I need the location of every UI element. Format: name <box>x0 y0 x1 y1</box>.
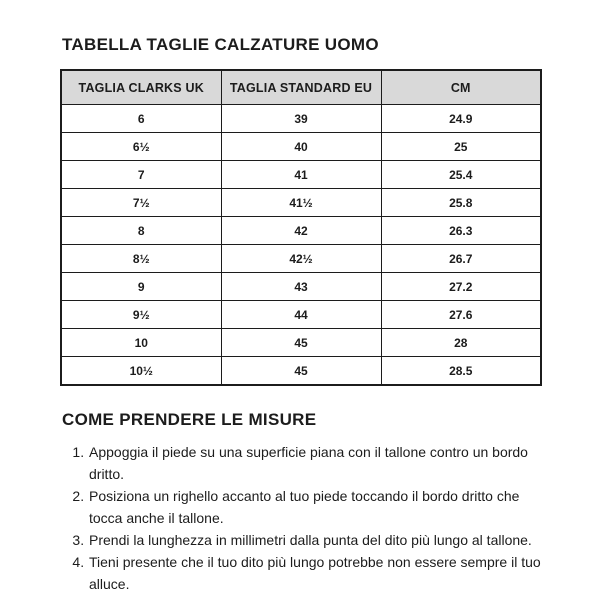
size-table <box>60 69 542 386</box>
table-row <box>61 105 541 133</box>
table-cell: 25.8 <box>381 189 541 217</box>
table-cell: 25 <box>381 133 541 161</box>
table-cell: 7½ <box>61 189 221 217</box>
table-cell: 39 <box>221 105 381 133</box>
table-cell: 43 <box>221 273 381 301</box>
header-cell-uk: TAGLIA CLARKS UK <box>61 70 221 105</box>
header-cell-cm: CM <box>381 70 541 105</box>
instruction-item: 2. Posiziona un righello accanto al tuo piede toccando il bordo dritto che tocca anche il tallone. <box>88 485 542 529</box>
table-cell: 42 <box>221 217 381 245</box>
table-cell: 27.2 <box>381 273 541 301</box>
table-row <box>61 189 541 217</box>
table-cell: 28.5 <box>381 357 541 386</box>
table-cell: 41 <box>221 161 381 189</box>
instruction-item: 4. Tieni presente che il tuo dito più lungo potrebbe non essere sempre il tuo alluce. <box>88 551 542 595</box>
header-cell-eu: TAGLIA STANDARD EU <box>221 70 381 105</box>
table-row <box>61 357 541 386</box>
table-cell: 26.3 <box>381 217 541 245</box>
table-cell: 9½ <box>61 301 221 329</box>
section-title: COME PRENDERE LE MISURE <box>62 410 317 429</box>
instruction-item: 1. Appoggia il piede su una superficie piana con il tallone contro un bordo dritto. <box>88 441 542 485</box>
table-cell: 26.7 <box>381 245 541 273</box>
table-row <box>61 133 541 161</box>
page-title: TABELLA TAGLIE CALZATURE UOMO <box>62 35 379 54</box>
table-row <box>61 329 541 357</box>
table-row <box>61 245 541 273</box>
table-row <box>61 161 541 189</box>
table-cell: 41½ <box>221 189 381 217</box>
table-cell: 27.6 <box>381 301 541 329</box>
table-cell: 45 <box>221 357 381 386</box>
table-cell: 28 <box>381 329 541 357</box>
table-cell: 6 <box>61 105 221 133</box>
table-cell: 45 <box>221 329 381 357</box>
table-row <box>61 301 541 329</box>
table-cell: 10 <box>61 329 221 357</box>
table-cell: 7 <box>61 161 221 189</box>
instructions-list <box>60 441 542 595</box>
table-cell: 40 <box>221 133 381 161</box>
table-cell: 24.9 <box>381 105 541 133</box>
table-cell: 44 <box>221 301 381 329</box>
table-cell: 25.4 <box>381 161 541 189</box>
table-cell: 6½ <box>61 133 221 161</box>
table-cell: 9 <box>61 273 221 301</box>
table-row <box>61 217 541 245</box>
table-cell: 8½ <box>61 245 221 273</box>
table-cell: 10½ <box>61 357 221 386</box>
table-row <box>61 273 541 301</box>
size-table-header <box>61 70 541 105</box>
header-row <box>61 70 541 105</box>
instruction-item: 3. Prendi la lunghezza in millimetri dalla punta del dito più lungo al tallone. <box>88 529 542 551</box>
size-table-body <box>61 105 541 386</box>
table-cell: 42½ <box>221 245 381 273</box>
table-cell: 8 <box>61 217 221 245</box>
